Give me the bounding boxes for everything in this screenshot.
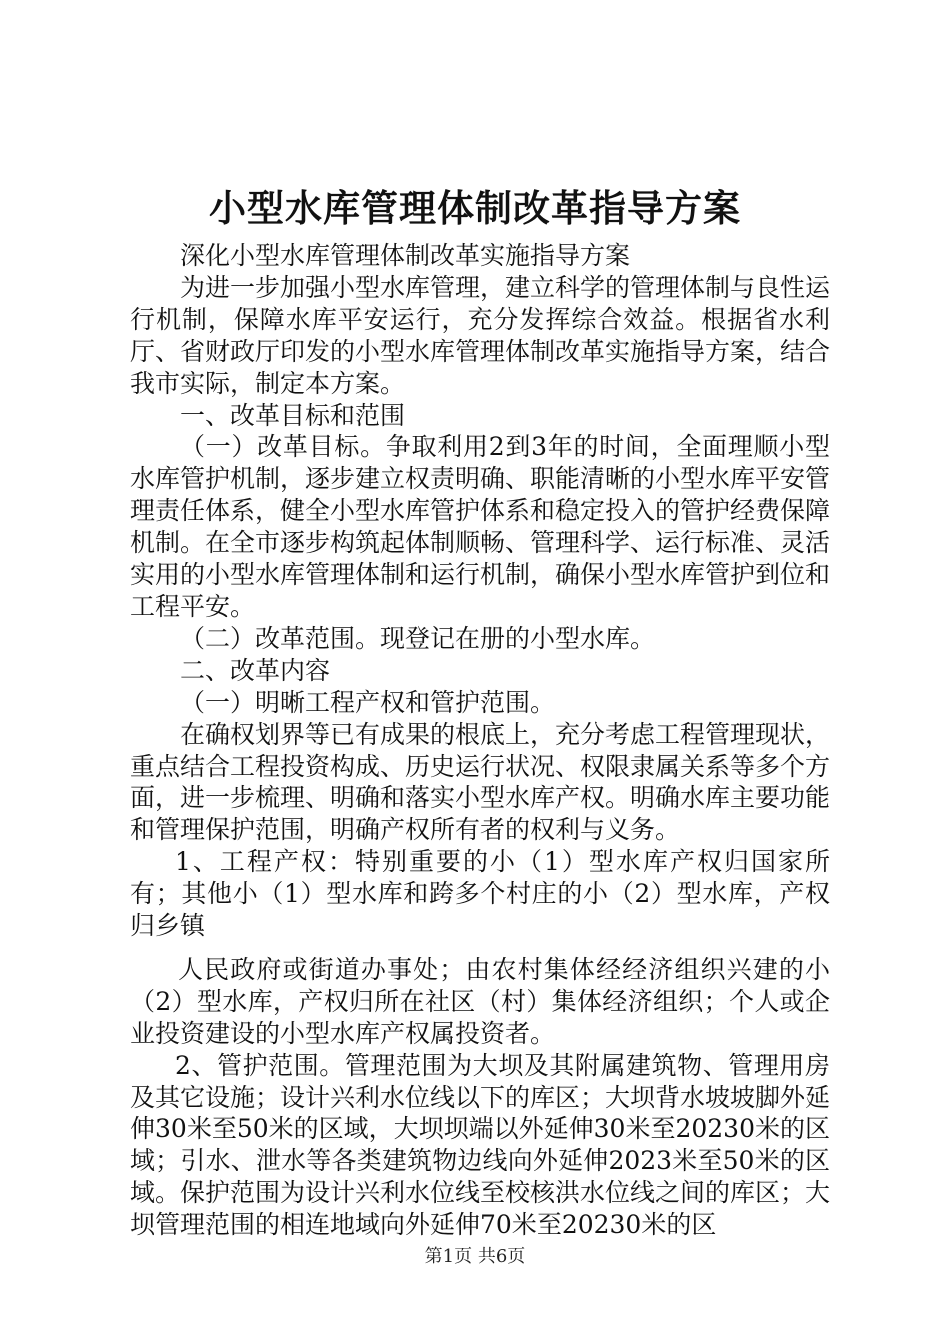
subsection-heading-1: （一）明晰工程产权和管护范围。 bbox=[180, 687, 556, 717]
intro-paragraph: 为进一步加强小型水库管理，建立科学的管理体制与良性运行机制，保障水库平安运行，充分发挥综合效益。根据省水利厅、省财政厅印发的小型水库管理体制改革实施指导方案，结合我市实际，制定本方案。 bbox=[130, 272, 831, 398]
section-heading-2: 二、改革内容 bbox=[180, 655, 331, 685]
document-title: 小型水库管理体制改革指导方案 bbox=[209, 186, 741, 230]
subtitle-paragraph: 深化小型水库管理体制改革实施指导方案 bbox=[180, 241, 631, 270]
property-rights-paragraph: 1、工程产权：特别重要的小（1）型水库产权归国家所有；其他小（1）型水库和跨多个村庄的小（2）型水库，产权归乡镇 bbox=[130, 847, 830, 941]
management-scope-paragraph: 2、管护范围。管理范围为大坝及其附属建筑物、管理用房及其它设施；设计兴利水位线以下的库区；大坝背水坡坡脚外延伸30米至50米的区域，大坝坝端以外延伸30米至20230米的区域；引水、泄水等各类建筑物边线向外延伸2023米至50米的区域。保护范围为设计兴利水位线至校核洪水位线之间的库区；大坝管理范围的相连地域向外延伸70米至20230米的区 bbox=[130, 1050, 831, 1240]
document-body bbox=[130, 240, 830, 1241]
scope-paragraph: （二）改革范围。现登记在册的小型水库。 bbox=[180, 623, 656, 653]
property-basis-paragraph: 在确权划界等已有成果的根底上，充分考虑工程管理现状，重点结合工程投资构成、历史运行状况、权限隶属关系等多个方面，进一步梳理、明确和落实小型水库产权。明确水库主要功能和管理保护范围，明确产权所有者的权利与义务。 bbox=[130, 719, 831, 845]
property-rights-continued-paragraph: 人民政府或街道办事处；由农村集体经经济组织兴建的小（2）型水库，产权归所在社区（村）集体经济组织；个人或企业投资建设的小型水库产权属投资者。 bbox=[130, 954, 830, 1048]
goal-paragraph: （一）改革目标。争取利用2到3年的时间，全面理顺小型水库管护机制，逐步建立权责明确、职能清晰的小型水库平安管理责任体系，健全小型水库管护体系和稳定投入的管护经费保障机制。在全市逐步构筑起体制顺畅、管理科学、运行标准、灵活实用的小型水库管理体制和运行机制，确保小型水库管护到位和工程平安。 bbox=[130, 432, 831, 621]
page-number-footer: 第1页 共6页 bbox=[424, 1246, 526, 1267]
section-heading-1: 一、改革目标和范围 bbox=[180, 400, 406, 430]
